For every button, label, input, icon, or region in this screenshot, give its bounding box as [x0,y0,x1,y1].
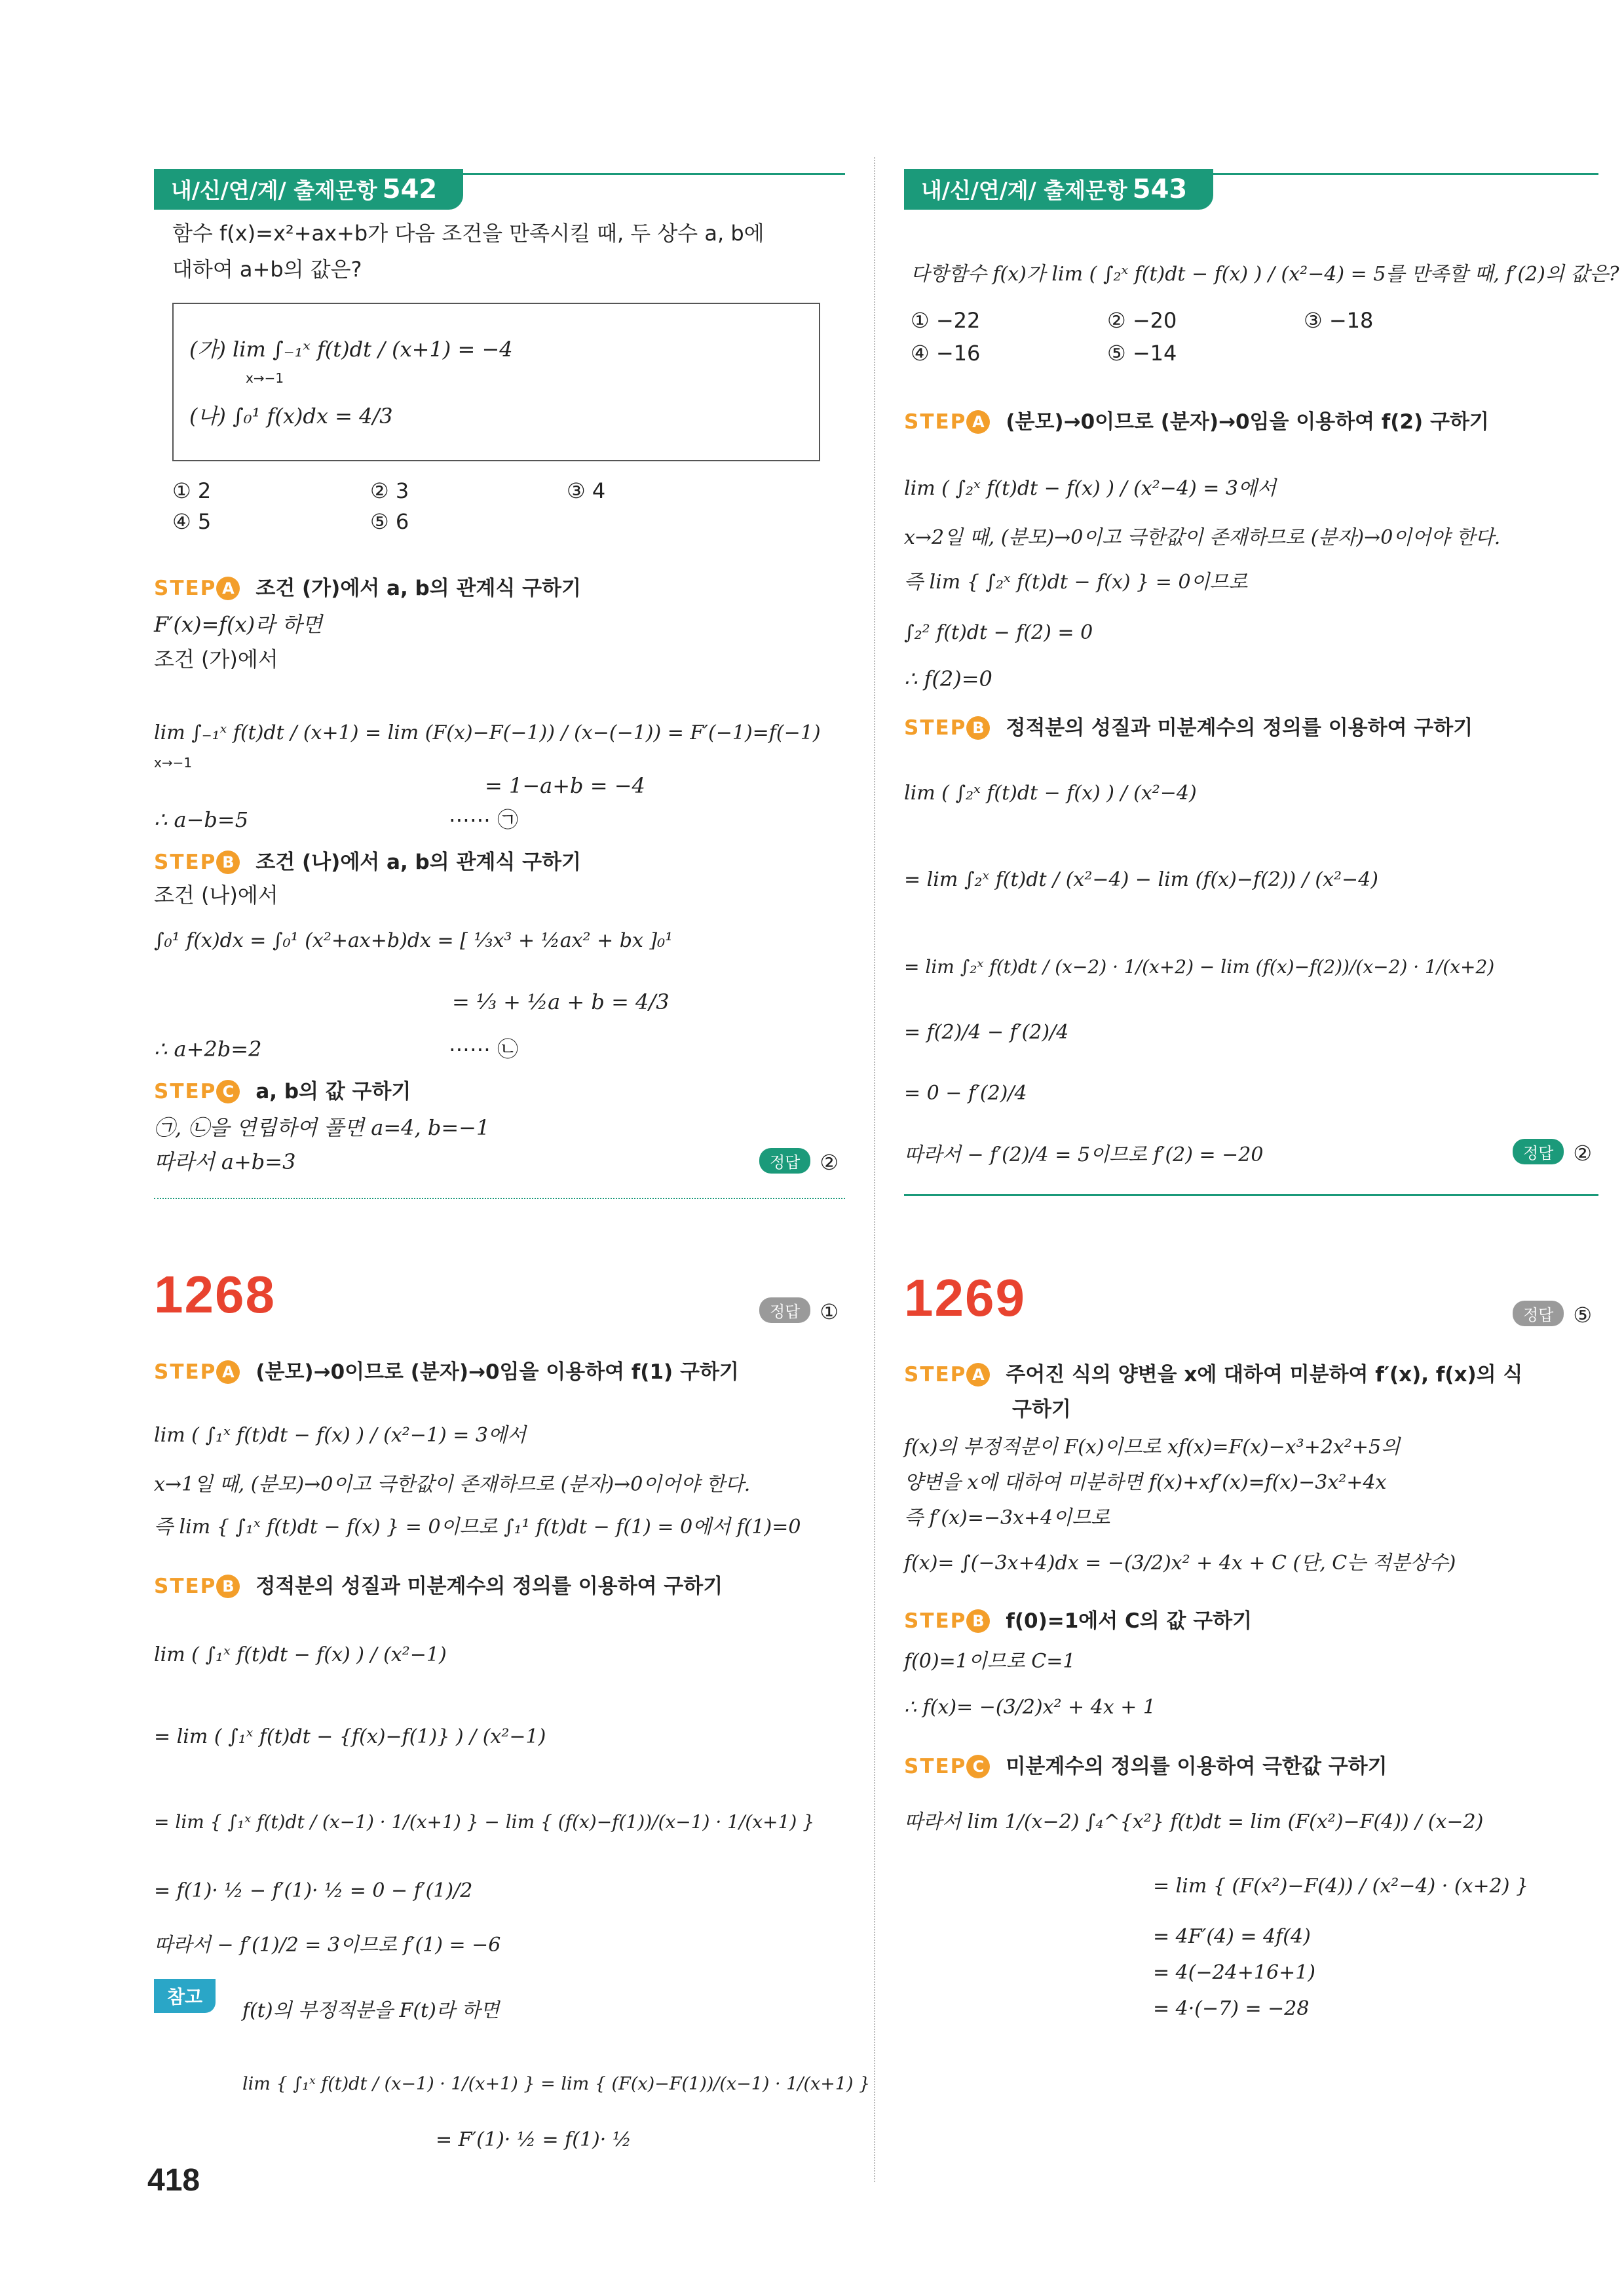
1268-b-line-4: = f(1)· ½ − f′(1)· ½ = 0 − f′(1)/2 [154,1879,473,1902]
step-a-heading-cont: 구하기 [1012,1398,1071,1421]
step-b-line-4: ∴ a+2b=2 [154,1037,262,1062]
543-b-line-5: = 0 − f′(2)/4 [904,1082,1027,1105]
condition-ga-limit: x→−1 [246,370,284,386]
step-a-line-1: F′(x)=f(x)라 하면 [154,612,323,637]
step-c-heading-1269: STEP C 미분계수의 정의를 이용하여 극한값 구하기 [904,1755,1388,1778]
condition-ga: (가) lim ∫₋₁ˣ f(t)dt / (x+1) = −4 [189,337,513,362]
choice-1: ① 2 [172,478,212,503]
choice-1: ① −22 [911,308,981,333]
column-divider [874,157,875,2182]
step-letter-badge: B [216,1575,240,1598]
step-c-line-1: ㉠, ㉡을 연립하여 풀면 a=4, b=−1 [154,1115,490,1140]
question-line-2: 대하여 a+b의 값은? [172,257,362,282]
step-b-heading-543: STEP B 정적분의 성질과 미분계수의 정의를 이용하여 구하기 [904,716,1473,740]
step-b-line-1: 조건 (나)에서 [154,883,278,908]
answer-542: 정답 ② [759,1148,839,1175]
1269-c-line-2: = lim { (F(x²)−F(4)) / (x²−4) · (x+2) } [1153,1875,1529,1898]
step-a-line-5: ∴ a−b=5 [154,807,249,832]
step-c-line-2: 따라서 a+b=3 [154,1149,296,1174]
problem-543-header [904,169,1598,208]
step-a-eq-tag: ⋯⋯ ㉠ [449,807,519,832]
problem-number-1269: 1269 [904,1269,1026,1327]
step-a-heading-543: STEP A (분모)→0이므로 (분자)→0임을 이용하여 f(2) 구하기 [904,410,1489,434]
543-a-line-1: lim ( ∫₂ˣ f(t)dt − f(x) ) / (x²−4) = 3에서 [904,477,1276,500]
section-divider [904,1194,1598,1196]
1269-a-line-2: 양변을 x에 대하여 미분하면 f(x)+xf′(x)=f(x)−3x²+4x [904,1471,1387,1494]
543-a-line-3: 즉 lim { ∫₂ˣ f(t)dt − f(x) } = 0이므로 [904,571,1248,594]
step-a-heading-1268: STEP A (분모)→0이므로 (분자)→0임을 이용하여 f(1) 구하기 [154,1360,739,1384]
step-a-line-4: = 1−a+b = −4 [485,773,645,798]
problem-542-header [154,169,845,208]
note-line-2: lim { ∫₁ˣ f(t)dt / (x−1) · 1/(x+1) } = lim { (F(x)−F(1))/(x−1) · 1/(x+1) } [242,2074,871,2094]
note-line-3: = F′(1)· ½ = f(1)· ½ [436,2128,632,2151]
step-letter-badge: B [966,1609,990,1633]
1269-c-line-4: = 4(−24+16+1) [1153,1961,1316,1984]
step-letter-badge: A [216,577,240,600]
step-letter-badge: A [966,410,990,434]
problem-tag: 내/신/연/계/ 출제문항 542 [154,169,463,210]
problem-tag: 내/신/연/계/ 출제문항 543 [904,169,1213,210]
543-a-line-4: ∫₂² f(t)dt − f(2) = 0 [904,621,1093,644]
step-b-heading: STEP B 조건 (나)에서 a, b의 관계식 구하기 [154,851,581,874]
answer-543: 정답 ② [1513,1139,1592,1166]
1268-a-line-2: x→1일 때, (분모)→0이고 극한값이 존재하므로 (분자)→0이어야 한다. [154,1473,751,1496]
step-c-heading: STEP C a, b의 값 구하기 [154,1080,411,1103]
choice-5: ⑤ 6 [370,509,409,534]
step-b-heading-1268: STEP B 정적분의 성질과 미분계수의 정의를 이용하여 구하기 [154,1575,723,1598]
1269-b-line-1: f(0)=1이므로 C=1 [904,1650,1076,1673]
choice-5: ⑤ −14 [1107,341,1177,366]
page-number: 418 [147,2163,200,2198]
choice-4: ④ 5 [172,509,212,534]
1269-c-line-1: 따라서 lim 1/(x−2) ∫₄^{x²} f(t)dt = lim (F(x²)−F(4)) / (x−2) [904,1810,1484,1833]
conditions-box [172,303,820,461]
543-b-line-6: 따라서 − f′(2)/4 = 5이므로 f′(2) = −20 [904,1143,1264,1166]
step-b-line-3: = ⅓ + ½a + b = 4/3 [452,989,670,1014]
543-b-line-2: = lim ∫₂ˣ f(t)dt / (x²−4) − lim (f(x)−f(2)) / (x²−4) [904,868,1378,891]
step-letter-badge: A [966,1363,990,1387]
note-badge: 참고 [154,1979,216,2013]
answer-1269: 정답 ⑤ [1513,1301,1592,1328]
step-b-heading-1269: STEP B f(0)=1에서 C의 값 구하기 [904,1609,1253,1633]
choice-3: ③ 4 [567,478,606,503]
1268-b-line-5: 따라서 − f′(1)/2 = 3이므로 f′(1) = −6 [154,1934,501,1957]
note-line-1: f(t)의 부정적분을 F(t)라 하면 [242,1999,500,2022]
condition-na: (나) ∫₀¹ f(x)dx = 4/3 [189,404,393,429]
543-a-line-5: ∴ f(2)=0 [904,666,992,691]
step-letter-badge: C [966,1755,990,1778]
step-a-line-3: lim ∫₋₁ˣ f(t)dt / (x+1) = lim (F(x)−F(−1)) / (x−(−1)) = F′(−1)=f(−1) [154,721,821,744]
1268-b-line-3: = lim { ∫₁ˣ f(t)dt / (x−1) · 1/(x+1) } − lim { (f(x)−f(1))/(x−1) · 1/(x+1) } [154,1811,815,1833]
step-a-heading-1269: STEP A 주어진 식의 양변을 x에 대하여 미분하여 f′(x), f(x)의 식 [904,1363,1523,1387]
543-b-line-1: lim ( ∫₂ˣ f(t)dt − f(x) ) / (x²−4) [904,782,1197,805]
1269-c-line-5: = 4·(−7) = −28 [1153,1997,1310,2020]
step-b-line-2: ∫₀¹ f(x)dx = ∫₀¹ (x²+ax+b)dx = [ ⅓x³ + ½ax² + bx ]₀¹ [154,929,673,952]
step-letter-badge: A [216,1360,240,1384]
section-divider [154,1198,845,1199]
1269-a-line-4: f(x)= ∫(−3x+4)dx = −(3/2)x² + 4x + C (단, C는 적분상수) [904,1552,1456,1575]
1268-a-line-1: lim ( ∫₁ˣ f(t)dt − f(x) ) / (x²−1) = 3에서 [154,1424,526,1447]
543-b-line-4: = f(2)/4 − f′(2)/4 [904,1021,1069,1044]
answer-1268: 정답 ① [759,1297,839,1324]
step-letter-badge: B [216,851,240,874]
1268-b-line-2: = lim ( ∫₁ˣ f(t)dt − {f(x)−f(1)} ) / (x²−1) [154,1725,546,1748]
step-a-heading: STEP A 조건 (가)에서 a, b의 관계식 구하기 [154,577,581,600]
choice-4: ④ −16 [911,341,981,366]
step-a-limit-sub: x→−1 [154,755,193,771]
step-letter-badge: C [216,1080,240,1103]
1268-a-line-3: 즉 lim { ∫₁ˣ f(t)dt − f(x) } = 0이므로 ∫₁¹ f(t)dt − f(1) = 0에서 f(1)=0 [154,1516,801,1539]
step-a-line-2: 조건 (가)에서 [154,647,278,672]
1269-c-line-3: = 4F′(4) = 4f(4) [1153,1925,1311,1948]
step-b-eq-tag: ⋯⋯ ㉡ [449,1037,519,1062]
question-line-1: 함수 f(x)=x²+ax+b가 다음 조건을 만족시킬 때, 두 상수 a, b에 [172,221,765,246]
step-letter-badge: B [966,716,990,740]
543-b-line-3: = lim ∫₂ˣ f(t)dt / (x−2) · 1/(x+2) − lim (f(x)−f(2))/(x−2) · 1/(x+2) [904,956,1495,978]
choice-2: ② 3 [370,478,409,503]
question-543: 다항함수 f(x)가 lim ( ∫₂ˣ f(t)dt − f(x) ) / (x²−4) = 5를 만족할 때, f′(2)의 값은? [911,263,1619,286]
1269-b-line-2: ∴ f(x)= −(3/2)x² + 4x + 1 [904,1696,1156,1719]
1269-a-line-3: 즉 f′(x)=−3x+4이므로 [904,1506,1110,1529]
choice-3: ③ −18 [1304,308,1374,333]
1268-b-line-1: lim ( ∫₁ˣ f(t)dt − f(x) ) / (x²−1) [154,1643,447,1666]
problem-number-1268: 1268 [154,1265,276,1324]
choice-2: ② −20 [1107,308,1177,333]
1269-a-line-1: f(x)의 부정적분이 F(x)이므로 xf(x)=F(x)−x³+2x²+5의 [904,1436,1401,1459]
543-a-line-2: x→2일 때, (분모)→0이고 극한값이 존재하므로 (분자)→0이어야 한다. [904,526,1501,549]
